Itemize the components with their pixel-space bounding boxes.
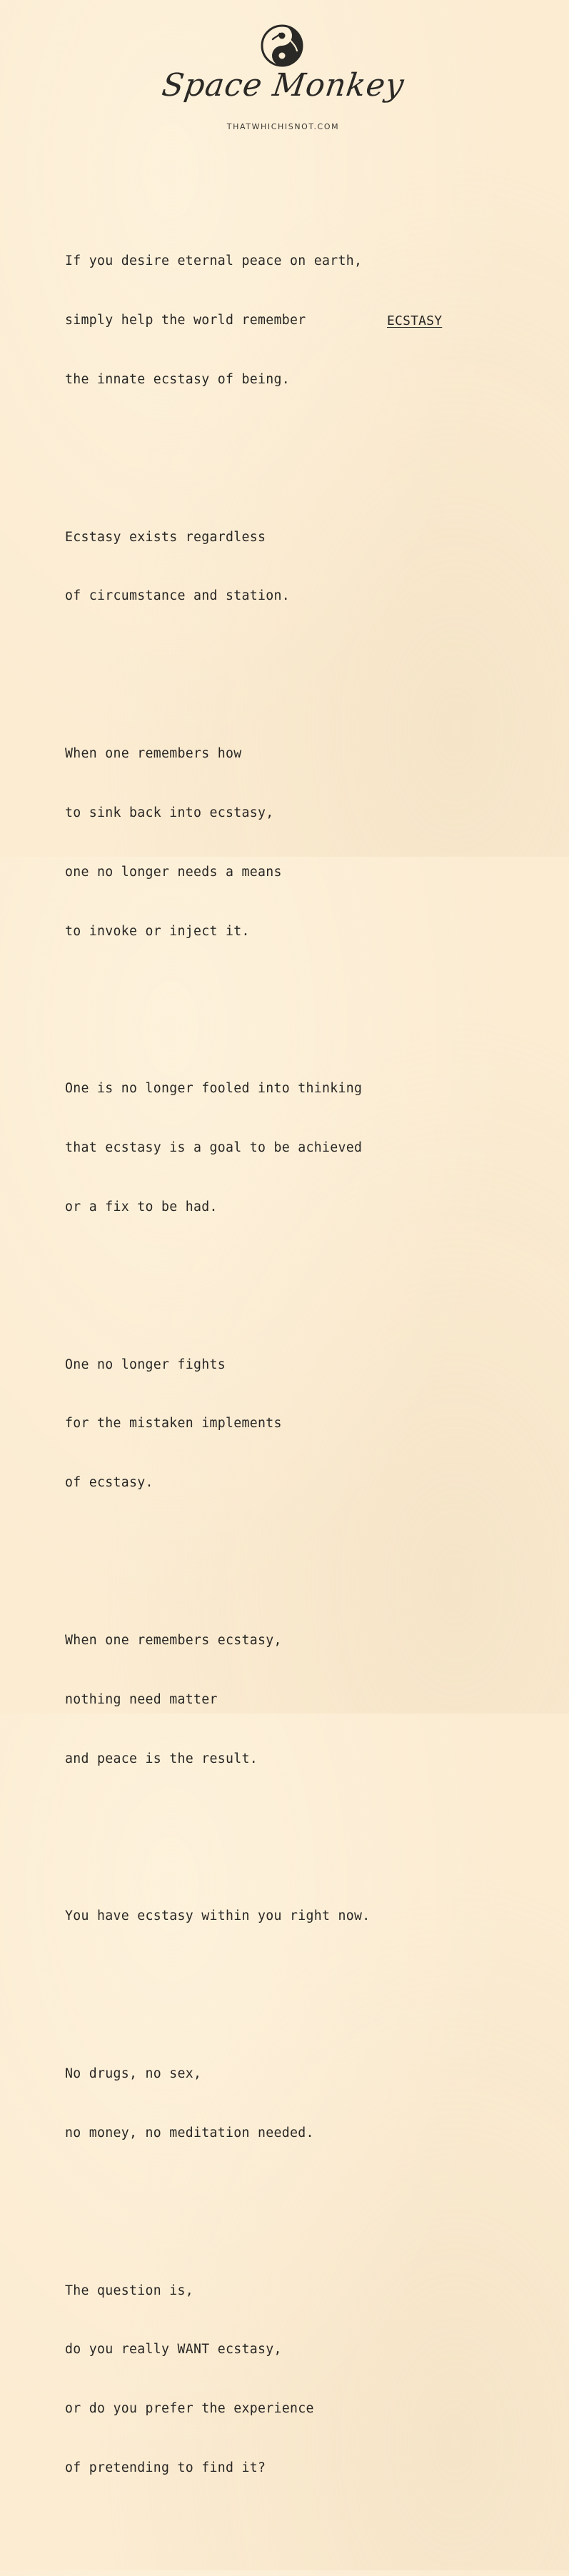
poem-line: If you desire eternal peace on earth, (65, 253, 363, 269)
stanza (65, 488, 465, 646)
poem-line: Ecstasy exists regardless (65, 529, 266, 545)
poem-line: of pretending to find it? (65, 2460, 266, 2475)
poem-body (65, 173, 465, 2576)
poem-line: do you really WANT ecstasy, (65, 2342, 282, 2358)
poem-line: the innate ecstasy of being. (65, 371, 290, 387)
poem-line: to invoke or inject it. (65, 923, 250, 939)
poem-line: nothing need matter (65, 1691, 218, 1707)
poem-line: simply help the world remember (65, 313, 306, 328)
stanza (65, 212, 465, 429)
poem-line: The question is, (65, 2283, 193, 2298)
poem-line: of circumstance and station. (65, 588, 290, 604)
poem-title: ECSTASY (387, 313, 443, 328)
stanza (65, 1040, 465, 1257)
poem-line: no money, no meditation needed. (65, 2125, 314, 2140)
poem-line: You have ecstasy within you right now. (65, 1908, 371, 1924)
poem-line: No drugs, no sex, (65, 2066, 202, 2081)
poem-line: or a fix to be had. (65, 1199, 218, 1214)
stanza (65, 2025, 465, 2183)
brand-domain: THATWHICHISNOT.COM (226, 122, 340, 131)
stanza (65, 705, 465, 980)
monkey-yin-yang-icon (260, 24, 304, 68)
poem-line: and peace is the result. (65, 1751, 258, 1766)
poem-line: to sink back into ecstasy, (65, 805, 274, 820)
stanza (65, 1591, 465, 1808)
stanza (65, 1867, 465, 1966)
poem-line: one no longer needs a means (65, 864, 282, 880)
poem-line: that ecstasy is a goal to be achieved (65, 1140, 363, 1156)
poem-line: for the mistaken implements (65, 1416, 282, 1432)
stanza (65, 2241, 465, 2517)
poem-line: of ecstasy. (65, 1475, 153, 1491)
poem-line: or do you prefer the experience (65, 2401, 314, 2417)
stanza (65, 1315, 465, 1532)
brand-title: Space Monkey (159, 67, 407, 104)
poem-line: One no longer fights (65, 1357, 226, 1372)
poem-line: One is no longer fooled into thinking (65, 1081, 363, 1097)
poem-line: When one remembers ecstasy, (65, 1632, 282, 1648)
poem-line: When one remembers how (65, 746, 242, 762)
